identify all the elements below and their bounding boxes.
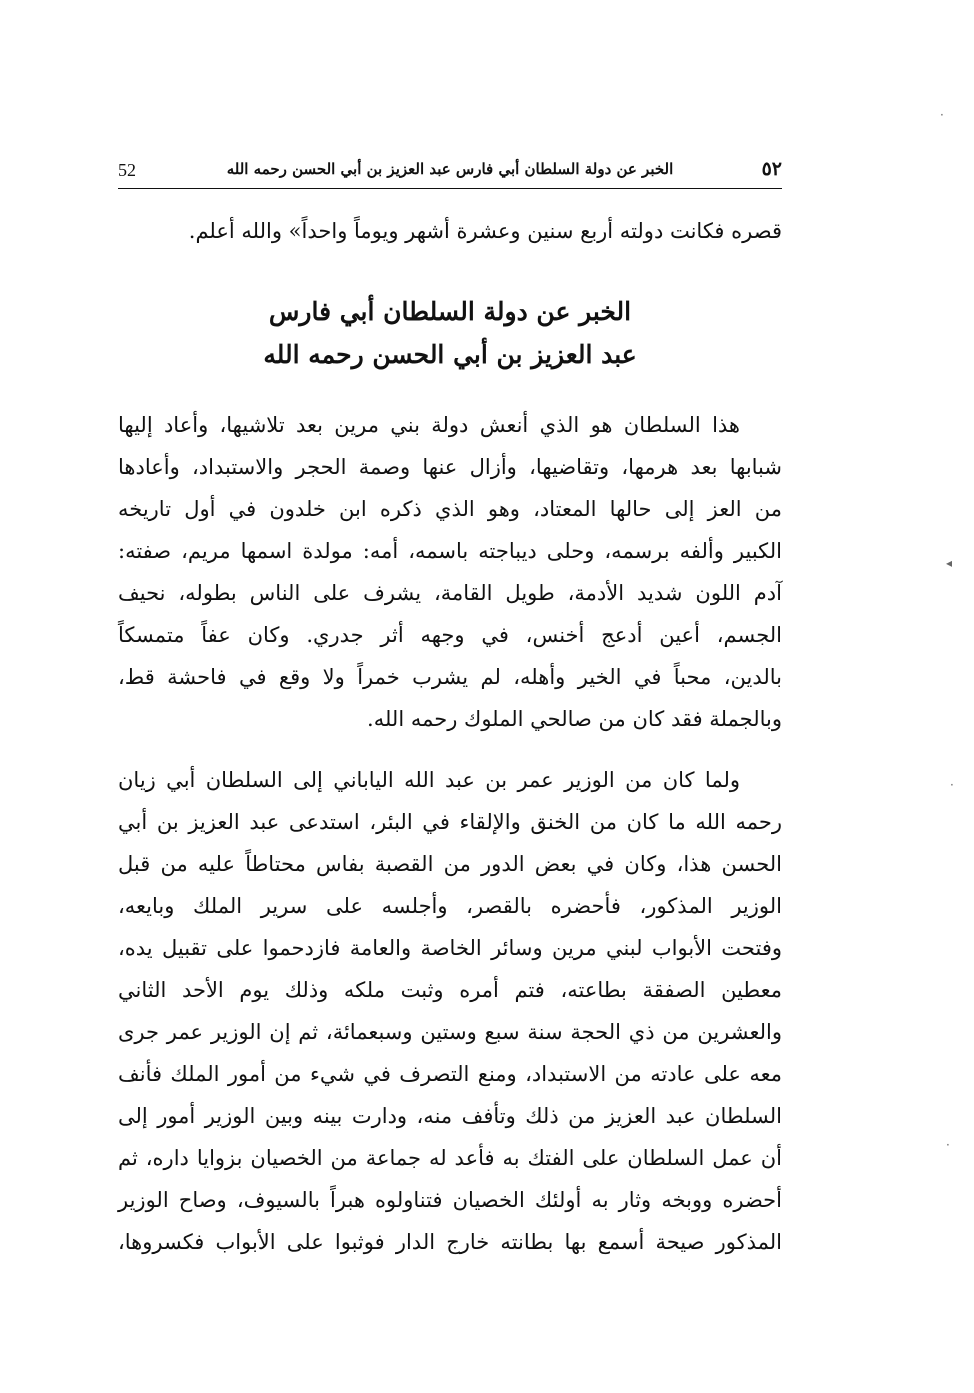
- paragraph-2-line-6: معطين الصفقة بطاعته، فتم أمره وثبت ملكه وذلك يوم الأحد الثاني: [118, 978, 782, 1002]
- paragraph-1-line-2: شبابها بعد هرمها، وتقاضيها، وأزال عنها وصمة الحجر والاستبداد، وأعادها: [118, 455, 782, 479]
- paragraph-2-line-7: والعشرين من ذي الحجة سنة سبع وستين وسبعمائة، ثم إن الوزير عمر جرى: [118, 1020, 782, 1044]
- page-number-latin: 52: [118, 160, 136, 180]
- paragraph-1-line-8: وبالجملة فقد كان من صالحي الملوك رحمه الله.: [367, 707, 782, 731]
- paragraph-1-line-5: آدم اللون شديد الأدمة، طويل القامة، يشرف على الناس بطوله، نحيف: [118, 581, 782, 605]
- paragraph-2-line-5: وفتحت الأبواب لبني مرين وسائر الخاصة والعامة فازدحموا على تقبيل يده،: [118, 936, 782, 960]
- paragraph-1-line-4: الكبير وألفه برسمه، وحلى ديباجته باسمه، أمه: مولدة اسمها مريم، صفته:: [118, 539, 782, 563]
- page-number-arabic: ٥٢: [761, 158, 782, 180]
- paragraph-2-line-12: المذكور صيحة أسمع بها بطانته خارج الدار فوثبوا على الأبواب فكسروها،: [118, 1230, 782, 1254]
- section-heading-line-1: الخبر عن دولة السلطان أبي فارس: [268, 297, 632, 326]
- paragraph-2-line-2: رحمه الله ما كان من الخنق والإلقاء في البئر، استدعى عبد العزيز بن أبي: [118, 810, 782, 834]
- running-header: [118, 158, 782, 189]
- paragraph-1-line-7: بالدين، محباً في الخير وأهله، لم يشرب خمراً ولا وقع في فاحشة قط،: [118, 665, 782, 689]
- paragraph-2-line-8: معه على عادته من الاستبداد، ومنع التصرف في شيء من أمور الملك فأنف: [118, 1062, 782, 1086]
- scan-mark: ·: [946, 1138, 950, 1152]
- scan-mark: ·: [940, 108, 944, 122]
- paragraph-2-line-1: ولما كان من الوزير عمر بن عبد الله الياباني إلى السلطان أبي زيان: [118, 768, 740, 792]
- scan-mark: ◂: [946, 556, 953, 570]
- section-heading-line-2: عبد العزيز بن أبي الحسن رحمه الله: [263, 340, 637, 369]
- paragraph-2-line-3: الحسن هذا، وكان في بعض الدور من القصبة بفاس محتاطاً عليه من قبل: [118, 852, 782, 876]
- paragraph-1-line-6: الجسم، أعين أدعج أخنس، في وجهه أثر جدري. وكان عفاً متمسكاً: [118, 623, 782, 647]
- scan-mark: ·: [950, 778, 954, 792]
- paragraph-2-line-11: أحضره ووبخه وثار به أولئك الخصيان فتناولوه هبراً بالسيوف، وصاح الوزير: [118, 1188, 782, 1212]
- paragraph-2-line-10: أن عمل السلطان على الفتك به فأعد له جماعة من الخصيان بزوايا داره، ثم: [118, 1146, 782, 1170]
- running-title: الخبر عن دولة السلطان أبي فارس عبد العزيز بن أبي الحسن رحمه الله: [226, 160, 674, 178]
- paragraph-2-line-9: السلطان عبد العزيز من ذلك وتأفف منه، ودارت بينه وبين الوزير أمور إلى: [118, 1104, 782, 1128]
- paragraph-1-line-3: من العز إلى حالها المعتاد، وهو الذي ذكره ابن خلدون في أول تاريخه: [118, 497, 782, 521]
- paragraph-2-line-4: الوزير المذكور، فأحضره بالقصر، وأجلسه على سرير الملك وبايعه،: [118, 894, 782, 918]
- paragraph-1-line-1: هذا السلطان هو الذي أنعش دولة بني مرين بعد تلاشيها، وأعاد إليها: [118, 413, 740, 437]
- opening-line: قصره فكانت دولته أربع سنين وعشرة أشهر ويوماً واحداً» والله أعلم.: [188, 219, 782, 243]
